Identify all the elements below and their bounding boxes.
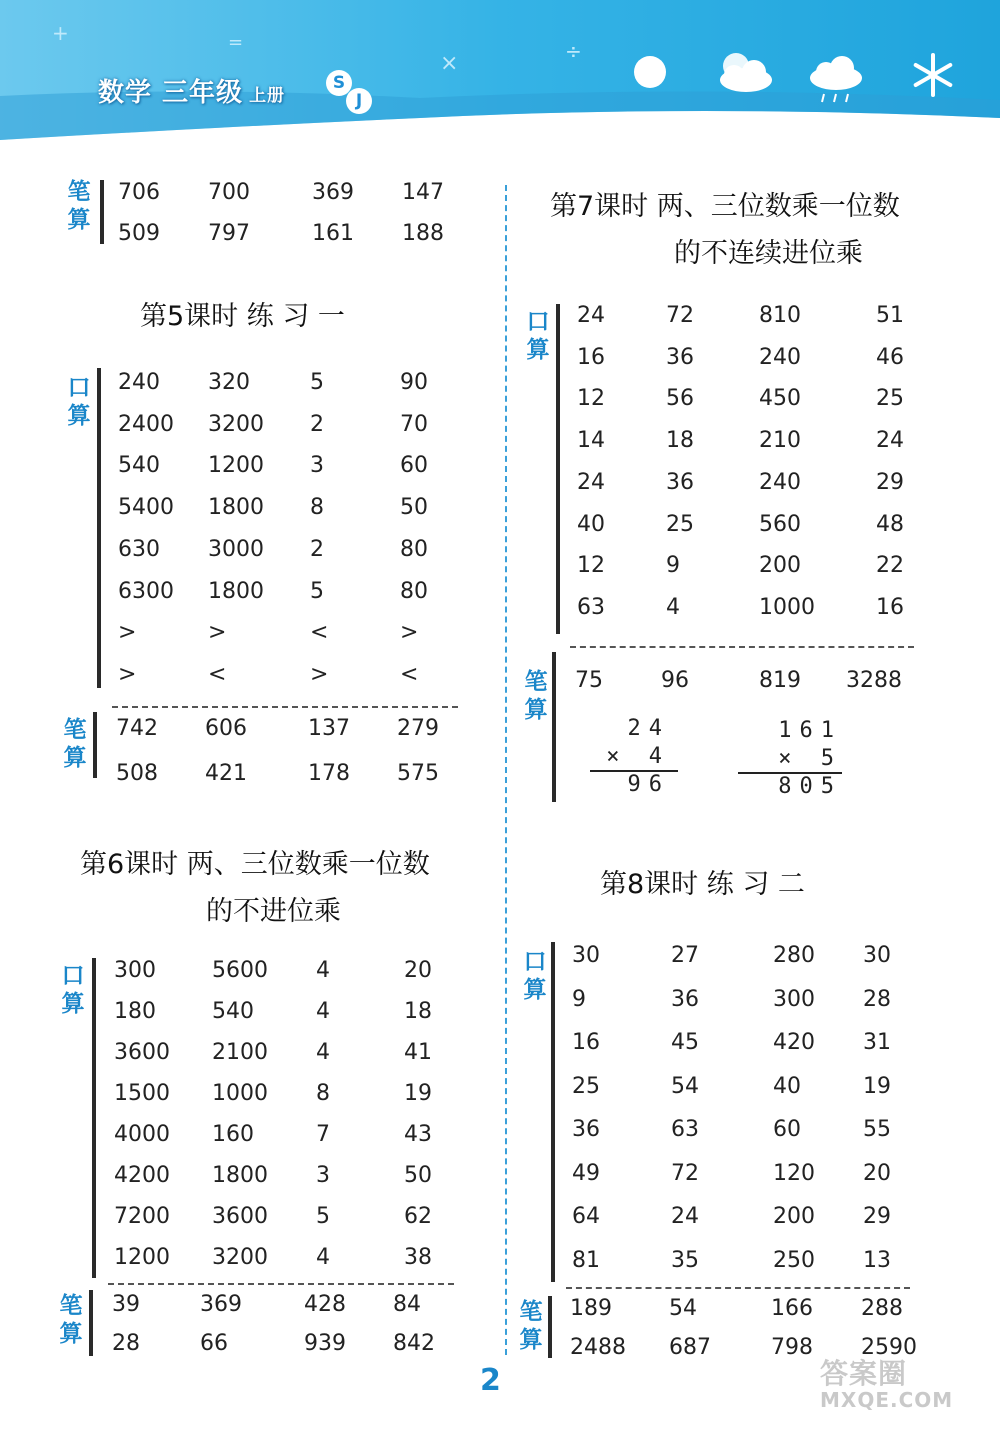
answer-cell: 66	[200, 1331, 228, 1356]
answer-cell: 12	[577, 553, 605, 579]
svg-text:=: =	[228, 32, 244, 53]
lesson5-title: 第5课时 练 习 一	[140, 301, 345, 332]
answer-cell: 24	[577, 469, 605, 495]
answer-cell: 797	[208, 221, 250, 246]
answer-cell: 120	[773, 1160, 815, 1186]
badge-j: J	[346, 88, 372, 114]
answer-cell: 700	[208, 180, 250, 205]
top-bisuan-grid	[118, 180, 478, 260]
answer-cell: 7200	[114, 1204, 170, 1229]
answer-cell: 36	[666, 469, 694, 495]
watermark	[820, 1352, 953, 1412]
lesson6-bisuan-grid	[112, 1292, 472, 1382]
answer-cell: 36	[666, 344, 694, 370]
answer-cell: 41	[404, 1040, 432, 1065]
vertical-calc-2-result: 805	[778, 774, 842, 799]
answer-cell: 90	[400, 370, 428, 395]
answer-cell: 39	[112, 1292, 140, 1317]
section-bar	[551, 942, 555, 1282]
watermark-line2: MXQE.COM	[820, 1388, 954, 1412]
answer-cell: 210	[759, 428, 801, 454]
answer-cell: 240	[759, 469, 801, 495]
answer-cell: 25	[572, 1073, 600, 1099]
answer-cell: 45	[671, 1030, 699, 1055]
answer-cell: 18	[666, 428, 694, 454]
lesson7-title-line2: 的不连续进位乘	[674, 238, 863, 269]
kousuan-label: 口算	[523, 949, 547, 1003]
answer-cell: 2	[310, 536, 324, 562]
answer-cell: 6300	[118, 578, 174, 604]
answer-cell: 72	[671, 1160, 699, 1186]
vertical-calc-1-multiplier: × 4	[606, 744, 670, 769]
snowflake-icon	[910, 52, 956, 98]
section-bar	[552, 652, 556, 802]
answer-cell: 147	[402, 180, 444, 205]
answer-cell: 188	[402, 221, 444, 246]
answer-cell: 36	[671, 986, 699, 1012]
answer-cell: 29	[863, 1204, 891, 1229]
vertical-calc-2-top: 161	[778, 718, 842, 743]
answer-cell: 300	[773, 986, 815, 1012]
answer-cell: >	[208, 620, 227, 646]
answer-cell: 25	[666, 511, 694, 537]
answer-cell: >	[118, 661, 137, 687]
answer-cell: 3600	[212, 1204, 268, 1229]
answer-cell: 166	[771, 1296, 813, 1321]
answer-cell: <	[400, 661, 419, 687]
answer-cell: 1000	[212, 1081, 268, 1106]
svg-text:÷: ÷	[565, 39, 582, 63]
lesson6-title	[80, 842, 430, 928]
answer-cell: 2488	[570, 1335, 626, 1360]
answer-cell: 56	[666, 386, 694, 412]
dashed-separator	[112, 706, 458, 708]
answer-cell: 4	[316, 1245, 330, 1270]
answer-cell: 288	[861, 1296, 903, 1321]
answer-cell: 80	[400, 578, 428, 604]
answer-cell: 8	[310, 495, 324, 521]
answer-cell: 4	[316, 1040, 330, 1065]
answer-cell: 5	[310, 370, 324, 395]
answer-cell: 70	[400, 411, 428, 437]
answer-cell: 40	[773, 1073, 801, 1099]
answer-cell: 1800	[208, 495, 264, 521]
answer-cell: 3000	[208, 536, 264, 562]
answer-cell: 369	[200, 1292, 242, 1317]
answer-cell: 5	[310, 578, 324, 604]
answer-cell: 12	[577, 386, 605, 412]
answer-cell: 50	[404, 1163, 432, 1188]
answer-cell: 28	[863, 986, 891, 1012]
answer-cell: 3200	[212, 1245, 268, 1270]
lesson8-title: 第8课时 练 习 二	[600, 869, 805, 900]
answer-cell: 3	[310, 453, 324, 479]
vertical-calc-2-multiplier: × 5	[778, 746, 842, 771]
answer-cell: 31	[863, 1030, 891, 1055]
book-title	[98, 72, 285, 109]
answer-cell: 420	[773, 1030, 815, 1055]
answer-cell: 14	[577, 428, 605, 454]
bisuan-label: 笔算	[524, 669, 548, 723]
answer-cell: 3	[316, 1163, 330, 1188]
answer-cell: 160	[212, 1122, 254, 1147]
lesson6-title-line2: 的不进位乘	[206, 896, 341, 927]
answer-cell: 16	[577, 344, 605, 370]
answer-cell: 16	[876, 594, 904, 620]
header-banner	[0, 0, 1000, 140]
answer-cell: 22	[876, 553, 904, 579]
answer-cell: 606	[205, 716, 247, 741]
lesson7-bisuan-grid	[575, 668, 935, 708]
answer-cell: 280	[773, 943, 815, 968]
answer-cell: 250	[773, 1247, 815, 1273]
answer-cell: 2590	[861, 1335, 917, 1360]
rain-cloud-icon	[806, 52, 866, 108]
kousuan-label: 口算	[526, 309, 550, 363]
answer-cell: 369	[312, 180, 354, 205]
answer-cell: 320	[208, 370, 250, 395]
answer-cell: 450	[759, 386, 801, 412]
answer-cell: 161	[312, 221, 354, 246]
answer-cell: 18	[404, 999, 432, 1024]
answer-cell: 279	[397, 716, 439, 741]
answer-cell: 20	[404, 958, 432, 983]
section-bar	[100, 180, 104, 244]
answer-cell: 1800	[208, 578, 264, 604]
bisuan-label: 笔算	[67, 179, 91, 233]
answer-cell: 48	[876, 511, 904, 537]
answer-cell: 798	[771, 1335, 813, 1360]
answer-cell: 35	[671, 1247, 699, 1273]
answer-cell: 13	[863, 1247, 891, 1273]
answer-cell: 137	[308, 716, 350, 741]
answer-cell: 84	[393, 1292, 421, 1317]
answer-cell: 24	[876, 428, 904, 454]
answer-cell: 4	[316, 999, 330, 1024]
answer-cell: 54	[669, 1296, 697, 1321]
answer-cell: 687	[669, 1335, 711, 1360]
answer-cell: 4	[666, 594, 680, 620]
answer-cell: 19	[404, 1081, 432, 1106]
answer-cell: 75	[575, 668, 603, 693]
answer-cell: 4	[316, 958, 330, 983]
answer-cell: 49	[572, 1160, 600, 1186]
answer-cell: 2400	[118, 411, 174, 437]
answer-cell: 81	[572, 1247, 600, 1273]
answer-cell: 540	[212, 999, 254, 1024]
watermark-line1: 答案圈	[820, 1357, 908, 1390]
answer-cell: 96	[661, 668, 689, 693]
answer-cell: 29	[876, 469, 904, 495]
answer-cell: 38	[404, 1245, 432, 1270]
answer-cell: 540	[118, 453, 160, 479]
answer-cell: 189	[570, 1296, 612, 1321]
answer-cell: 63	[577, 594, 605, 620]
answer-cell: 3600	[114, 1040, 170, 1065]
bisuan-label: 笔算	[63, 717, 87, 771]
vertical-calc-1-top: 24	[627, 716, 670, 741]
bisuan-label: 笔算	[59, 1293, 83, 1347]
answer-cell: 842	[393, 1331, 435, 1356]
answer-cell: 2	[310, 411, 324, 437]
answer-cell: 1200	[114, 1245, 170, 1270]
answer-cell: 25	[876, 386, 904, 412]
section-bar	[97, 368, 101, 688]
dashed-separator	[108, 1283, 454, 1285]
answer-cell: 50	[400, 495, 428, 521]
svg-text:+: +	[52, 21, 69, 45]
answer-cell: 64	[572, 1204, 600, 1229]
answer-cell: 54	[671, 1073, 699, 1099]
answer-cell: >	[310, 661, 329, 687]
answer-cell: 46	[876, 344, 904, 370]
answer-cell: 178	[308, 761, 350, 786]
answer-cell: 200	[773, 1204, 815, 1229]
answer-cell: 24	[577, 303, 605, 328]
answer-cell: 30	[572, 943, 600, 968]
lesson7-title	[550, 184, 900, 270]
page-number: 2	[480, 1363, 501, 1398]
sun-icon	[630, 52, 670, 92]
answer-cell: 240	[118, 370, 160, 395]
badge-s: S	[326, 70, 352, 96]
answer-cell: 20	[863, 1160, 891, 1186]
answer-cell: 810	[759, 303, 801, 328]
answer-cell: 1000	[759, 594, 815, 620]
answer-cell: 3288	[846, 668, 902, 693]
lesson8-kousuan-grid	[572, 943, 932, 1293]
answer-cell: 9	[666, 553, 680, 579]
answer-cell: 62	[404, 1204, 432, 1229]
svg-text:×: ×	[440, 51, 459, 76]
answer-cell: 508	[116, 761, 158, 786]
answer-cell: <	[208, 661, 227, 687]
lesson5-bisuan-grid	[116, 716, 476, 806]
dashed-separator	[566, 1287, 910, 1289]
answer-cell: 9	[572, 986, 586, 1012]
answer-cell: 3200	[208, 411, 264, 437]
vertical-calc-1-result: 96	[627, 772, 670, 797]
bisuan-label: 笔算	[519, 1299, 543, 1353]
answer-cell: 706	[118, 180, 160, 205]
answer-cell: 24	[671, 1204, 699, 1229]
answer-cell: 27	[671, 943, 699, 968]
answer-cell: 28	[112, 1331, 140, 1356]
answer-cell: 742	[116, 716, 158, 741]
answer-cell: 60	[773, 1117, 801, 1142]
answer-cell: >	[400, 620, 419, 646]
answer-cell: 55	[863, 1117, 891, 1142]
dashed-separator	[570, 646, 914, 648]
answer-cell: 939	[304, 1331, 346, 1356]
answer-cell: 5	[316, 1204, 330, 1229]
answer-cell: 40	[577, 511, 605, 537]
lesson6-title-line1: 第6课时 两、三位数乘一位数	[80, 849, 430, 880]
answer-cell: 1800	[212, 1163, 268, 1188]
answer-cell: 560	[759, 511, 801, 537]
answer-cell: 36	[572, 1117, 600, 1142]
answer-cell: 2100	[212, 1040, 268, 1065]
answer-cell: 8	[316, 1081, 330, 1106]
answer-cell: 1500	[114, 1081, 170, 1106]
answer-cell: 7	[316, 1122, 330, 1147]
answer-cell: 819	[759, 668, 801, 693]
answer-cell: 4000	[114, 1122, 170, 1147]
answer-cell: 421	[205, 761, 247, 786]
answer-cell: 60	[400, 453, 428, 479]
kousuan-label: 口算	[67, 375, 91, 429]
answer-cell: 180	[114, 999, 156, 1024]
answer-cell: 300	[114, 958, 156, 983]
subject-grade-label: 数学 三年级	[98, 78, 244, 108]
section-bar	[93, 712, 97, 778]
answer-cell: 19	[863, 1073, 891, 1099]
answer-cell: 509	[118, 221, 160, 246]
answer-cell: 575	[397, 761, 439, 786]
answer-cell: 4200	[114, 1163, 170, 1188]
partly-cloudy-icon	[712, 48, 774, 98]
answer-cell: 200	[759, 553, 801, 579]
section-bar	[89, 1290, 93, 1356]
answer-cell: >	[118, 620, 137, 646]
answer-cell: 5400	[118, 495, 174, 521]
answer-cell: 428	[304, 1292, 346, 1317]
section-bar	[556, 304, 560, 634]
answer-cell: 30	[863, 943, 891, 968]
answer-cell: <	[310, 620, 329, 646]
lesson7-title-line1: 第7课时 两、三位数乘一位数	[550, 191, 900, 222]
answer-cell: 63	[671, 1117, 699, 1142]
answer-cell: 240	[759, 344, 801, 370]
answer-cell: 1200	[208, 453, 264, 479]
kousuan-label: 口算	[61, 963, 85, 1017]
volume-label: 上册	[249, 86, 286, 106]
answer-cell: 72	[666, 303, 694, 328]
lesson5-kousuan-grid	[118, 370, 478, 710]
answer-cell: 43	[404, 1122, 432, 1147]
section-bar	[92, 958, 96, 1278]
answer-cell: 80	[400, 536, 428, 562]
answer-cell: 5600	[212, 958, 268, 983]
answer-cell: 16	[572, 1030, 600, 1055]
answer-cell: 630	[118, 536, 160, 562]
answer-cell: 51	[876, 303, 904, 328]
lesson7-kousuan-grid	[577, 303, 937, 643]
lesson6-kousuan-grid	[114, 958, 474, 1298]
column-divider	[505, 185, 507, 1355]
section-bar	[548, 1296, 552, 1358]
